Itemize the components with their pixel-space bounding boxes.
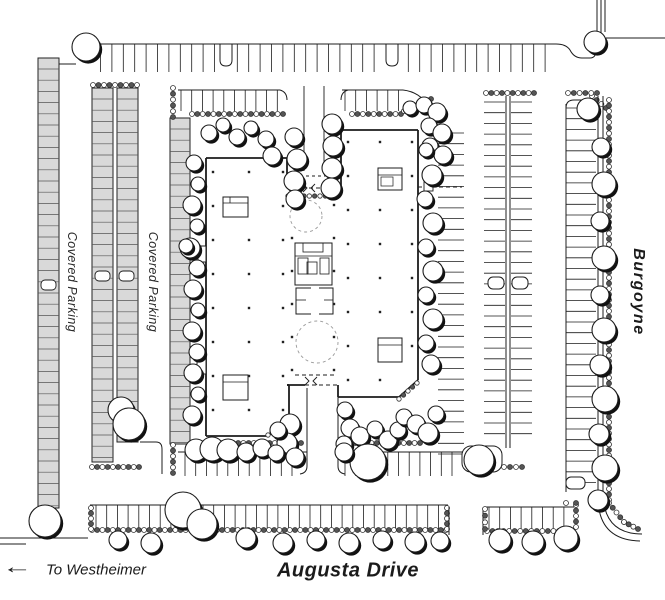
top-parking-row	[100, 40, 596, 72]
street-label-to-westheimer: To Westheimer	[45, 561, 147, 579]
street-label-burgoyne: Burgoyne	[630, 248, 647, 336]
covered-parking-label-mid: Covered Parking	[146, 231, 160, 333]
upper-parking-row	[178, 90, 609, 117]
street-label-augusta-drive: Augusta Drive	[276, 559, 420, 582]
west-arrow-icon: ←	[1, 557, 33, 578]
parking-row-a	[462, 91, 537, 473]
covered-parking-label-west: Covered Parking	[65, 231, 79, 333]
